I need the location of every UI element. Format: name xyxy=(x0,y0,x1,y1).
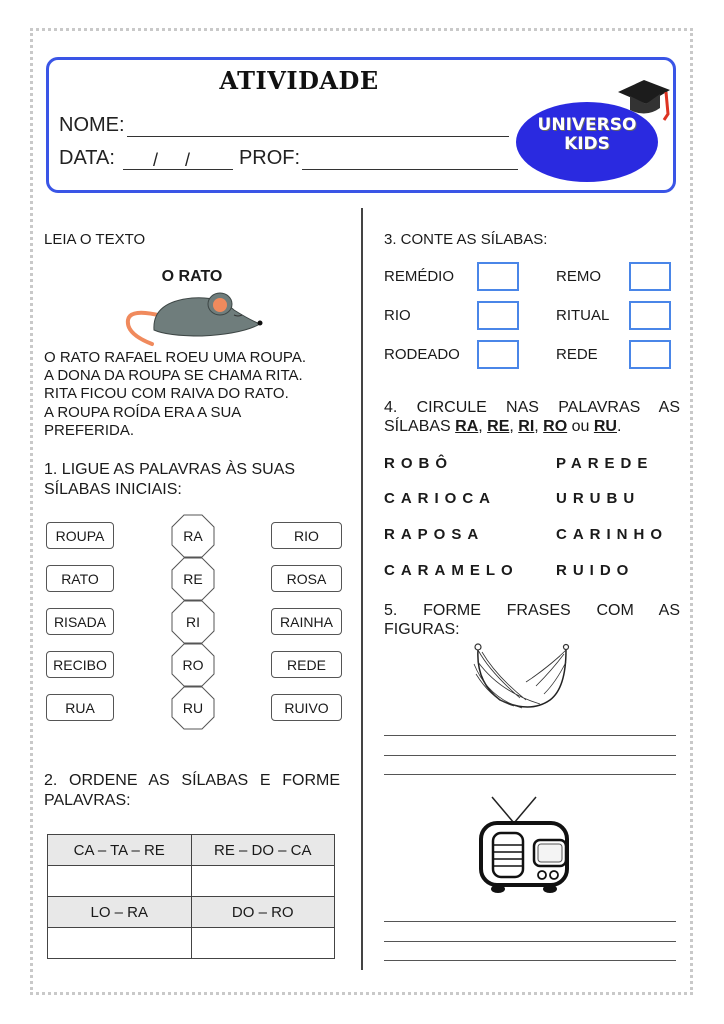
left-word-box[interactable]: RISADA xyxy=(46,608,114,635)
exercise2-title: 2. ORDENE AS SÍLABAS E FORME PALAVRAS: xyxy=(44,772,340,809)
right-word-box[interactable]: RAINHA xyxy=(271,608,342,635)
universo-kids-logo xyxy=(516,92,662,182)
answer-line[interactable] xyxy=(384,755,676,756)
answer-line[interactable] xyxy=(384,941,676,942)
count-answer-box[interactable] xyxy=(629,340,671,369)
circle-word[interactable]: RAPOSA xyxy=(384,526,485,543)
logo-text-universo: UNIVERSO xyxy=(537,115,637,135)
answer-line[interactable] xyxy=(384,774,676,775)
count-word: RIO xyxy=(384,307,411,324)
left-word-box[interactable]: ROUPA xyxy=(46,522,114,549)
answer-cell[interactable] xyxy=(191,928,335,959)
count-answer-box[interactable] xyxy=(477,301,519,330)
answer-line[interactable] xyxy=(384,960,676,961)
right-word-box[interactable]: RUIVO xyxy=(271,694,342,721)
story-line: A ROUPA ROÍDA ERA A SUA xyxy=(44,403,242,421)
syllable-highlight: RE xyxy=(487,418,510,435)
count-answer-box[interactable] xyxy=(629,262,671,291)
syllable-octagon[interactable]: RI xyxy=(171,600,215,644)
count-word: REDE xyxy=(556,346,598,363)
left-word-box[interactable]: RUA xyxy=(46,694,114,721)
syllable-cell: DO – RO xyxy=(191,897,335,928)
name-blank[interactable] xyxy=(127,118,509,137)
count-word: RODEADO xyxy=(384,346,460,363)
syllable-octagon[interactable]: RO xyxy=(171,643,215,687)
date-blank[interactable]: / / xyxy=(123,151,233,170)
syllable-highlight: RI xyxy=(518,418,535,435)
right-word-box[interactable]: RIO xyxy=(271,522,342,549)
date-label: DATA: xyxy=(59,147,115,169)
header-box xyxy=(46,57,676,193)
prof-label: PROF: xyxy=(238,147,301,169)
answer-cell[interactable] xyxy=(48,866,192,897)
syllable-octagon[interactable]: RA xyxy=(171,514,215,558)
circle-word[interactable]: RUIDO xyxy=(556,562,635,579)
name-label: NOME: xyxy=(59,114,125,136)
syllable-octagon[interactable]: RU xyxy=(171,686,215,730)
syllable-highlight: RO xyxy=(543,418,568,435)
right-word-box[interactable]: ROSA xyxy=(271,565,342,592)
count-word: REMÉDIO xyxy=(384,268,455,285)
circle-word[interactable]: CARIOCA xyxy=(384,490,496,507)
circle-word[interactable]: CARAMELO xyxy=(384,562,519,579)
story-line: A DONA DA ROUPA SE CHAMA RITA. xyxy=(44,367,303,385)
exercise5-title: 5. FORME FRASES COM AS FIGURAS: xyxy=(384,602,680,638)
circle-word[interactable]: PAREDE xyxy=(556,455,654,472)
syllable-highlight: RA xyxy=(455,418,479,435)
date-prof-field xyxy=(59,147,518,170)
exercise3-title: 3. CONTE AS SÍLABAS: xyxy=(384,231,548,248)
count-answer-box[interactable] xyxy=(629,301,671,330)
column-divider xyxy=(361,208,363,970)
radio-icon xyxy=(478,795,570,901)
name-field[interactable] xyxy=(59,114,509,137)
logo-text-kids: KIDS xyxy=(564,134,610,154)
count-word: RITUAL xyxy=(556,307,610,324)
syllable-cell: CA – TA – RE xyxy=(48,835,192,866)
circle-word[interactable]: URUBU xyxy=(556,490,641,507)
exercise4-title: 4. CIRCULE NAS PALAVRAS AS SÍLABAS RA, RE, RI, RO ou RU. xyxy=(384,399,680,435)
circle-word[interactable]: ROBÔ xyxy=(384,455,453,472)
count-word: REMO xyxy=(556,268,601,285)
story-text xyxy=(44,349,306,440)
count-answer-box[interactable] xyxy=(477,262,519,291)
right-word-box[interactable]: REDE xyxy=(271,651,342,678)
story-line: PREFERIDA. xyxy=(44,421,135,439)
circle-word[interactable]: CARINHO xyxy=(556,526,668,543)
answer-cell[interactable] xyxy=(48,928,192,959)
reading-instruction: LEIA O TEXTO xyxy=(44,231,146,248)
syllable-cell: LO – RA xyxy=(48,897,192,928)
answer-cell[interactable] xyxy=(191,866,335,897)
rat-illustration-icon xyxy=(122,290,267,350)
graduation-cap-icon xyxy=(616,76,672,126)
syllable-highlight: RU xyxy=(593,418,617,435)
prof-blank[interactable] xyxy=(302,151,518,170)
order-syllables-table xyxy=(47,834,335,959)
answer-line[interactable] xyxy=(384,921,676,922)
count-answer-box[interactable] xyxy=(477,340,519,369)
story-line: O RATO RAFAEL ROEU UMA ROUPA. xyxy=(44,349,306,366)
story-title: O RATO xyxy=(161,268,223,285)
syllable-cell: RE – DO – CA xyxy=(191,835,335,866)
story-line: RITA FICOU COM RAIVA DO RATO. xyxy=(44,385,289,403)
page-title: ATIVIDADE xyxy=(219,66,379,95)
left-word-box[interactable]: RATO xyxy=(46,565,114,592)
exercise1-title: 1. LIGUE AS PALAVRAS ÀS SUAS SÍLABAS INICIAIS: xyxy=(44,461,296,498)
syllable-octagon[interactable]: RE xyxy=(171,557,215,601)
left-word-box[interactable]: RECIBO xyxy=(46,651,114,678)
answer-line[interactable] xyxy=(384,735,676,736)
hammock-icon xyxy=(470,642,574,714)
